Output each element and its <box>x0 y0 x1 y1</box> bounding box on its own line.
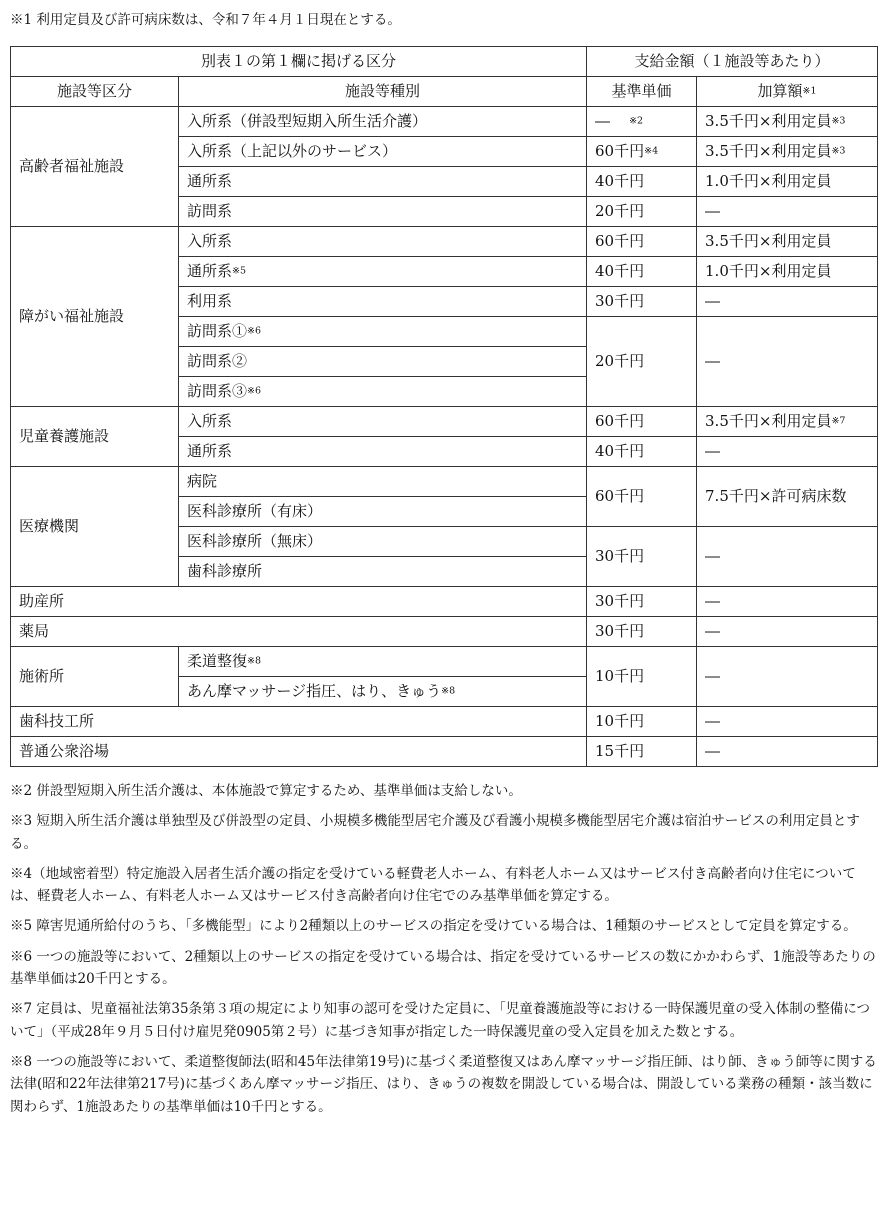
table-row <box>11 467 878 497</box>
footnote: ※3 短期入所生活介護は単独型及び併設型の定員、小規模多機能型居宅介護及び看護小規模多機能型居宅介護は宿泊サービスの利用定員とする。 <box>10 813 860 852</box>
type-cell: 医科診療所（有床） <box>179 497 587 527</box>
type-cell <box>179 317 587 347</box>
add-cell: ― <box>697 587 878 617</box>
type-value: 柔道整復 <box>187 651 248 670</box>
header-facility-category: 施設等区分 <box>11 77 179 107</box>
add-cell: ― <box>697 527 878 587</box>
base-cell: 40千円 <box>587 437 697 467</box>
add-value: 3.5千円×利用定員 <box>705 411 832 430</box>
add-cell: 7.5千円×許可病床数 <box>697 467 878 527</box>
footnote-ref: ※6 <box>247 385 262 397</box>
table-row <box>11 227 878 257</box>
base-cell: 20千円 <box>587 317 697 407</box>
base-cell: 10千円 <box>587 647 697 707</box>
footnote: ※6 一つの施設等において、2種類以上のサービスの指定を受けている場合は、指定を受けているサービスの数にかかわらず、1施設等あたりの基準単価は20千円とする。 <box>10 948 876 988</box>
base-cell <box>587 107 697 137</box>
add-cell: ― <box>697 437 878 467</box>
category-cell: 医療機関 <box>11 467 179 587</box>
base-cell: 30千円 <box>587 527 697 587</box>
type-cell: 歯科診療所 <box>179 557 587 587</box>
add-cell: ― <box>697 287 878 317</box>
footnote-ref: ※3 <box>831 115 846 127</box>
footnote-ref: ※3 <box>831 145 846 157</box>
header-base-unit-price: 基準単価 <box>587 77 697 107</box>
base-cell: 10千円 <box>587 707 697 737</box>
header-additional-amount-label: 加算額 <box>757 81 803 100</box>
header-group-category: 別表１の第１欄に掲げる区分 <box>11 47 587 77</box>
type-cell: 訪問系 <box>179 197 587 227</box>
base-cell: 15千円 <box>587 737 697 767</box>
subsidy-table <box>10 46 878 767</box>
base-cell: 30千円 <box>587 617 697 647</box>
type-value: 訪問系③ <box>187 381 248 400</box>
type-cell <box>179 257 587 287</box>
type-cell: 医科診療所（無床） <box>179 527 587 557</box>
table-row <box>11 107 878 137</box>
add-cell: ― <box>697 737 878 767</box>
table-header-row <box>11 47 878 77</box>
add-cell: ― <box>697 617 878 647</box>
category-cell: 児童養護施設 <box>11 407 179 467</box>
base-value: 60千円 <box>595 141 645 160</box>
type-cell: 通所系 <box>179 437 587 467</box>
add-cell: 1.0千円×利用定員 <box>697 167 878 197</box>
type-cell <box>179 647 587 677</box>
type-cell: 訪問系② <box>179 347 587 377</box>
base-cell: 30千円 <box>587 587 697 617</box>
type-value: 訪問系① <box>187 321 248 340</box>
type-cell: 入所系（上記以外のサービス） <box>179 137 587 167</box>
category-cell: 施術所 <box>11 647 179 707</box>
add-cell: 1.0千円×利用定員 <box>697 257 878 287</box>
add-value: 3.5千円×利用定員 <box>705 111 832 130</box>
footnote-ref: ※5 <box>232 265 247 277</box>
table-row <box>11 407 878 437</box>
category-cell: 助産所 <box>11 587 587 617</box>
base-cell: 40千円 <box>587 167 697 197</box>
type-value: あん摩マッサージ指圧、はり、きゅう <box>187 681 442 700</box>
type-cell: 利用系 <box>179 287 587 317</box>
type-cell: 入所系 <box>179 407 587 437</box>
type-cell <box>179 377 587 407</box>
footnote: ※8 一つの施設等において、柔道整復師法(昭和45年法律第19号)に基づく柔道整復又はあん摩マッサージ指圧師、はり師、きゅう師等に関する法律(昭和22年法律第217号)に基づくあん摩マッサージ指圧、はり、きゅうの複数を開設している場合は、開設している業務の種類・該当数に関わらず、1施設あたりの基準単価は10千円とする。 <box>10 1053 877 1115</box>
add-cell: ― <box>697 707 878 737</box>
footnote-ref: ※7 <box>831 415 846 427</box>
add-cell: ― <box>697 647 878 707</box>
footnote: ※7 定員は、児童福祉法第35条第３項の規定により知事の認可を受けた定員に、「児童養護施設等における一時保護児童の受入体制の整備について」（平成28年９月５日付け雇児発0905第２号）に基づき知事が指定した一時保護児童の受入定員を加えた数とする。 <box>10 1001 871 1040</box>
table-row <box>11 647 878 677</box>
table-row <box>11 617 878 647</box>
add-cell <box>697 107 878 137</box>
header-group-amount: 支給金額（１施設等あたり） <box>587 47 878 77</box>
table-header-row <box>11 77 878 107</box>
base-cell: 40千円 <box>587 257 697 287</box>
header-facility-type: 施設等種別 <box>179 77 587 107</box>
table-row <box>11 737 878 767</box>
table-row <box>11 707 878 737</box>
category-cell: 薬局 <box>11 617 587 647</box>
header-additional-amount <box>697 77 878 107</box>
type-value: 通所系 <box>187 261 233 280</box>
base-cell: 30千円 <box>587 287 697 317</box>
base-cell: 20千円 <box>587 197 697 227</box>
base-cell: 60千円 <box>587 467 697 527</box>
base-cell <box>587 137 697 167</box>
footnote: ※4（地域密着型）特定施設入居者生活介護の指定を受けている軽費老人ホーム、有料老人ホーム又はサービス付き高齢者向け住宅については、軽費老人ホーム、有料老人ホーム又はサービス付き高齢者向け住宅でのみ基準単価を算定する。 <box>10 865 856 905</box>
base-cell: 60千円 <box>587 227 697 257</box>
top-note: ※1 利用定員及び許可病床数は、令和７年４月１日現在とする。 <box>10 12 401 28</box>
category-cell: 普通公衆浴場 <box>11 737 587 767</box>
add-cell: ― <box>697 317 878 407</box>
type-cell: 通所系 <box>179 167 587 197</box>
add-cell <box>697 137 878 167</box>
table-row <box>11 587 878 617</box>
add-cell <box>697 407 878 437</box>
footnote-ref: ※1 <box>802 85 817 97</box>
type-cell <box>179 677 587 707</box>
footnote-ref: ※6 <box>247 325 262 337</box>
footnote-ref: ※4 <box>644 145 659 157</box>
base-cell: 60千円 <box>587 407 697 437</box>
category-cell: 障がい福祉施設 <box>11 227 179 407</box>
type-cell: 入所系（併設型短期入所生活介護） <box>179 107 587 137</box>
footnotes <box>10 780 878 1126</box>
add-value: 3.5千円×利用定員 <box>705 141 832 160</box>
footnote-ref: ※8 <box>247 655 262 667</box>
footnote-ref: ※2 <box>629 115 644 127</box>
type-cell: 病院 <box>179 467 587 497</box>
category-cell: 高齢者福祉施設 <box>11 107 179 227</box>
add-cell: ― <box>697 197 878 227</box>
base-value: ― <box>595 111 611 130</box>
footnote-ref: ※8 <box>441 685 456 697</box>
type-cell: 入所系 <box>179 227 587 257</box>
footnote: ※5 障害児通所給付のうち、「多機能型」により2種類以上のサービスの指定を受けている場合は、1種類のサービスとして定員を算定する。 <box>10 918 857 935</box>
footnote: ※2 併設型短期入所生活介護は、本体施設で算定するため、基準単価は支給しない。 <box>10 783 522 799</box>
category-cell: 歯科技工所 <box>11 707 587 737</box>
add-cell: 3.5千円×利用定員 <box>697 227 878 257</box>
